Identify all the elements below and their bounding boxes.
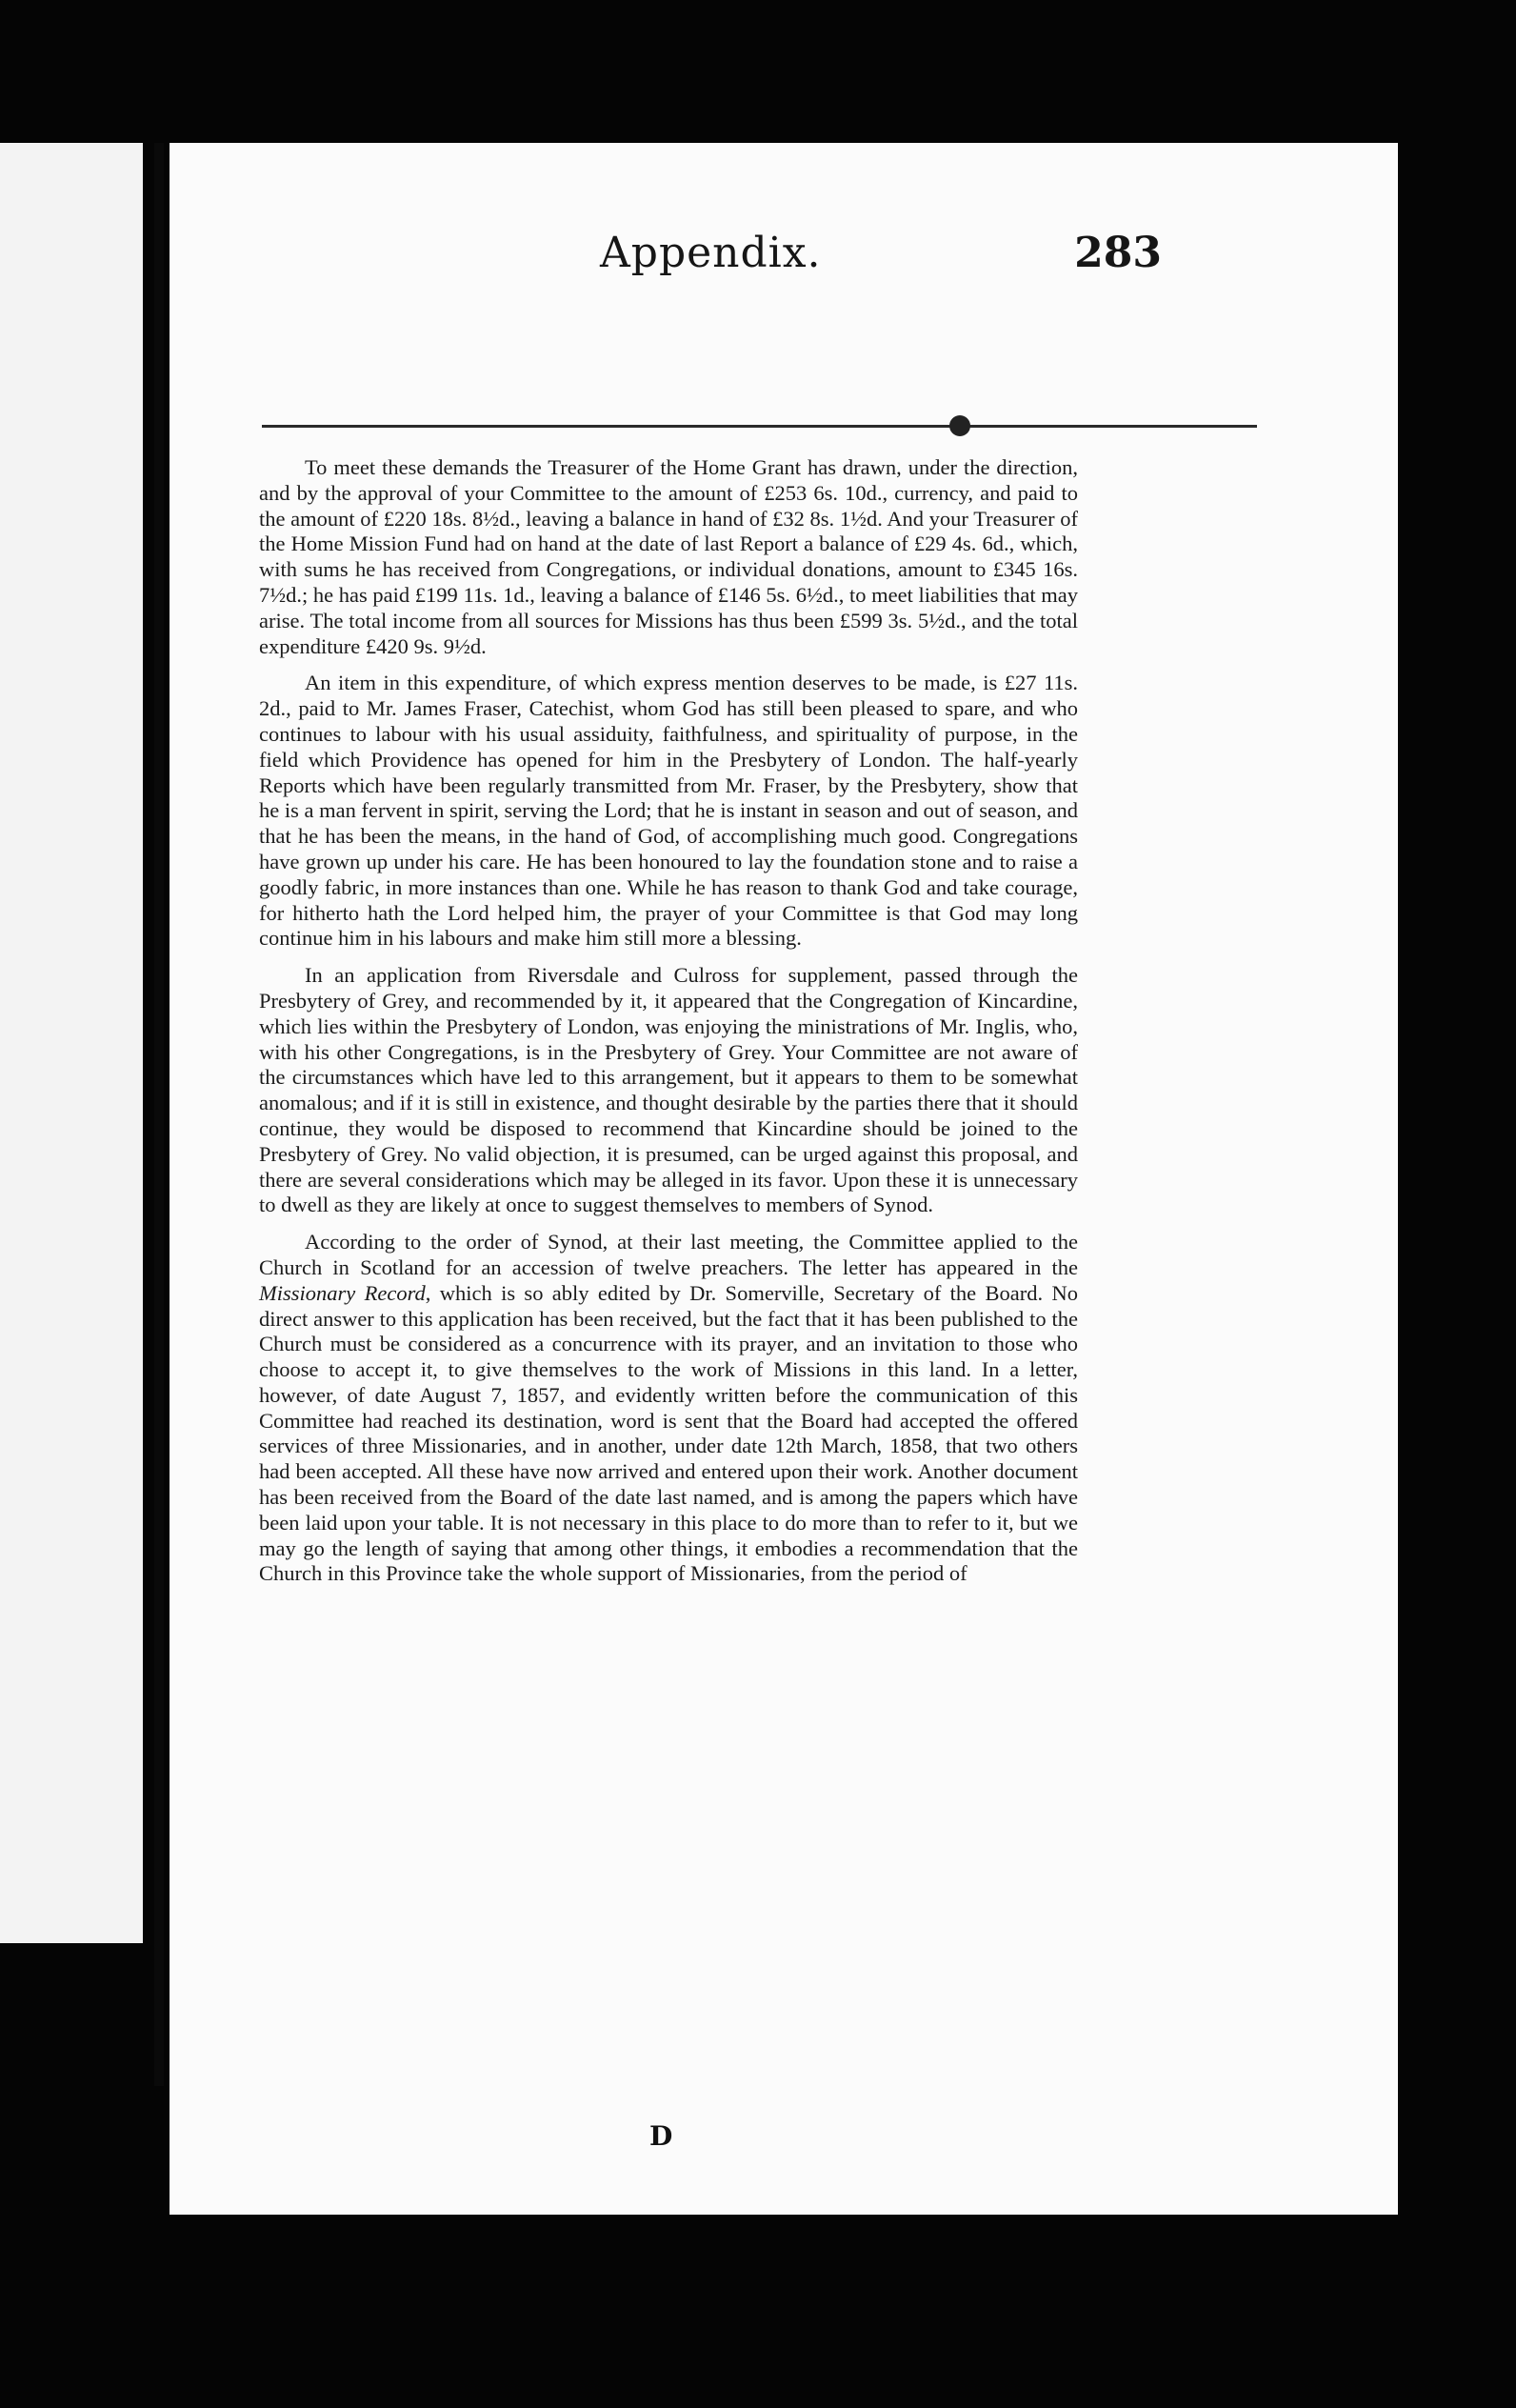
- paragraph-text-start: According to the order of Synod, at their last meeting, the Committee applied to the Church in Scotland for an accession of twelve preachers. The letter has appeared in the: [259, 1230, 1078, 1279]
- page-number: 283: [1074, 229, 1162, 277]
- paragraph-synod-order: [259, 1230, 1078, 1587]
- ink-blot-icon: [949, 415, 970, 436]
- paragraph-kincardine: In an application from Riversdale and Culross for supplement, passed through the Presbytery of Grey, and recommended by it, it appeared that the Congregation of Kincardine, which lies within the Presbytery of London, was enjoying the ministrations of Mr. Inglis, who, with his other Congregations, is in the Presbytery of Grey. Your Committee are not aware of the circumstances which have led to this arrangement, but it appears to them to be somewhat anomalous; and if it is still in existence, and thought desirable by the parties there that it should continue, they would be disposed to recommend that Kincardine should be joined to the Presbytery of Grey. No valid objection, it is presumed, can be urged against this proposal, and there are several considerations which may be alleged in its favor. Upon these it is unnecessary to dwell as they are likely at once to suggest themselves to members of Synod.: [259, 963, 1078, 1217]
- body-text: [259, 455, 1078, 1598]
- running-title: Appendix.: [600, 229, 822, 277]
- paragraph-treasurer-report: To meet these demands the Treasurer of the Home Grant has drawn, under the direction, and by the approval of your Committee to the amount of £253 6s. 10d., currency, and paid to the amount of £220 18s. 8½d., leaving a balance in hand of £32 8s. 1½d. And your Treasurer of the Home Mission Fund had on hand at the date of last Report a balance of £29 4s. 6d., which, with sums he has received from Congregations, or individual donations, amount to £345 16s. 7½d.; he has paid £199 11s. 1d., leaving a balance of £146 5s. 6½d., to meet liabilities that may arise. The total income from all sources for Missions has thus been £599 3s. 5½d., and the total expenditure £420 9s. 9½d.: [259, 455, 1078, 658]
- paragraph-james-fraser: An item in this expenditure, of which express mention deserves to be made, is £27 11s. 2d., paid to Mr. James Fraser, Catechist, whom God has still been pleased to spare, and who continues to labour with his usual assiduity, faithfulness, and spirituality of purpose, in the field which Providence has opened for him in the Presbytery of London. The half-yearly Reports which have been regularly transmitted from Mr. Fraser, by the Presbytery, show that he is a man fervent in spirit, serving the Lord; that he is instant in season and out of season, and that he has been the means, in the hand of God, of accomplishing much good. Congregations have grown up under his care. He has been honoured to lay the foundation stone and to raise a goodly fabric, in more instances than one. While he has reason to thank God and take courage, for hitherto hath the Lord helped him, the prayer of your Committee is that God may long continue him in his labours and make him still more a blessing.: [259, 671, 1078, 951]
- publication-title: Missionary Record: [259, 1280, 426, 1305]
- adjacent-page-edge: [0, 143, 143, 1943]
- page-header: [95, 227, 1162, 284]
- gutter-shadow: [154, 143, 164, 2086]
- signature-mark: D: [649, 2120, 673, 2152]
- header-rule: [262, 425, 1257, 428]
- paragraph-text-end: , which is so ably edited by Dr. Somerville, Secretary of the Board. No direct answer to this application has been received, but the fact that it has been published to the Church must be considered as a concurrence with its prayer, and an invitation to those who choose to accept it, to give themselves to the work of Missions in this land. In a letter, however, of date August 7, 1857, and evidently written before the communication of this Committee had reached its destination, word is sent that the Board had accepted the offered services of three Missionaries, and in another, under date 12th March, 1858, that two others had been accepted. All these have now arrived and entered upon their work. Another document has been received from the Board of the date last named, and is among the papers which have been laid upon your table. It is not necessary in this place to do more than to refer to it, but we may go the length of saying that among other things, it embodies a recommendation that the Church in this Province take the whole support of Missionaries, from the period of: [259, 1280, 1078, 1586]
